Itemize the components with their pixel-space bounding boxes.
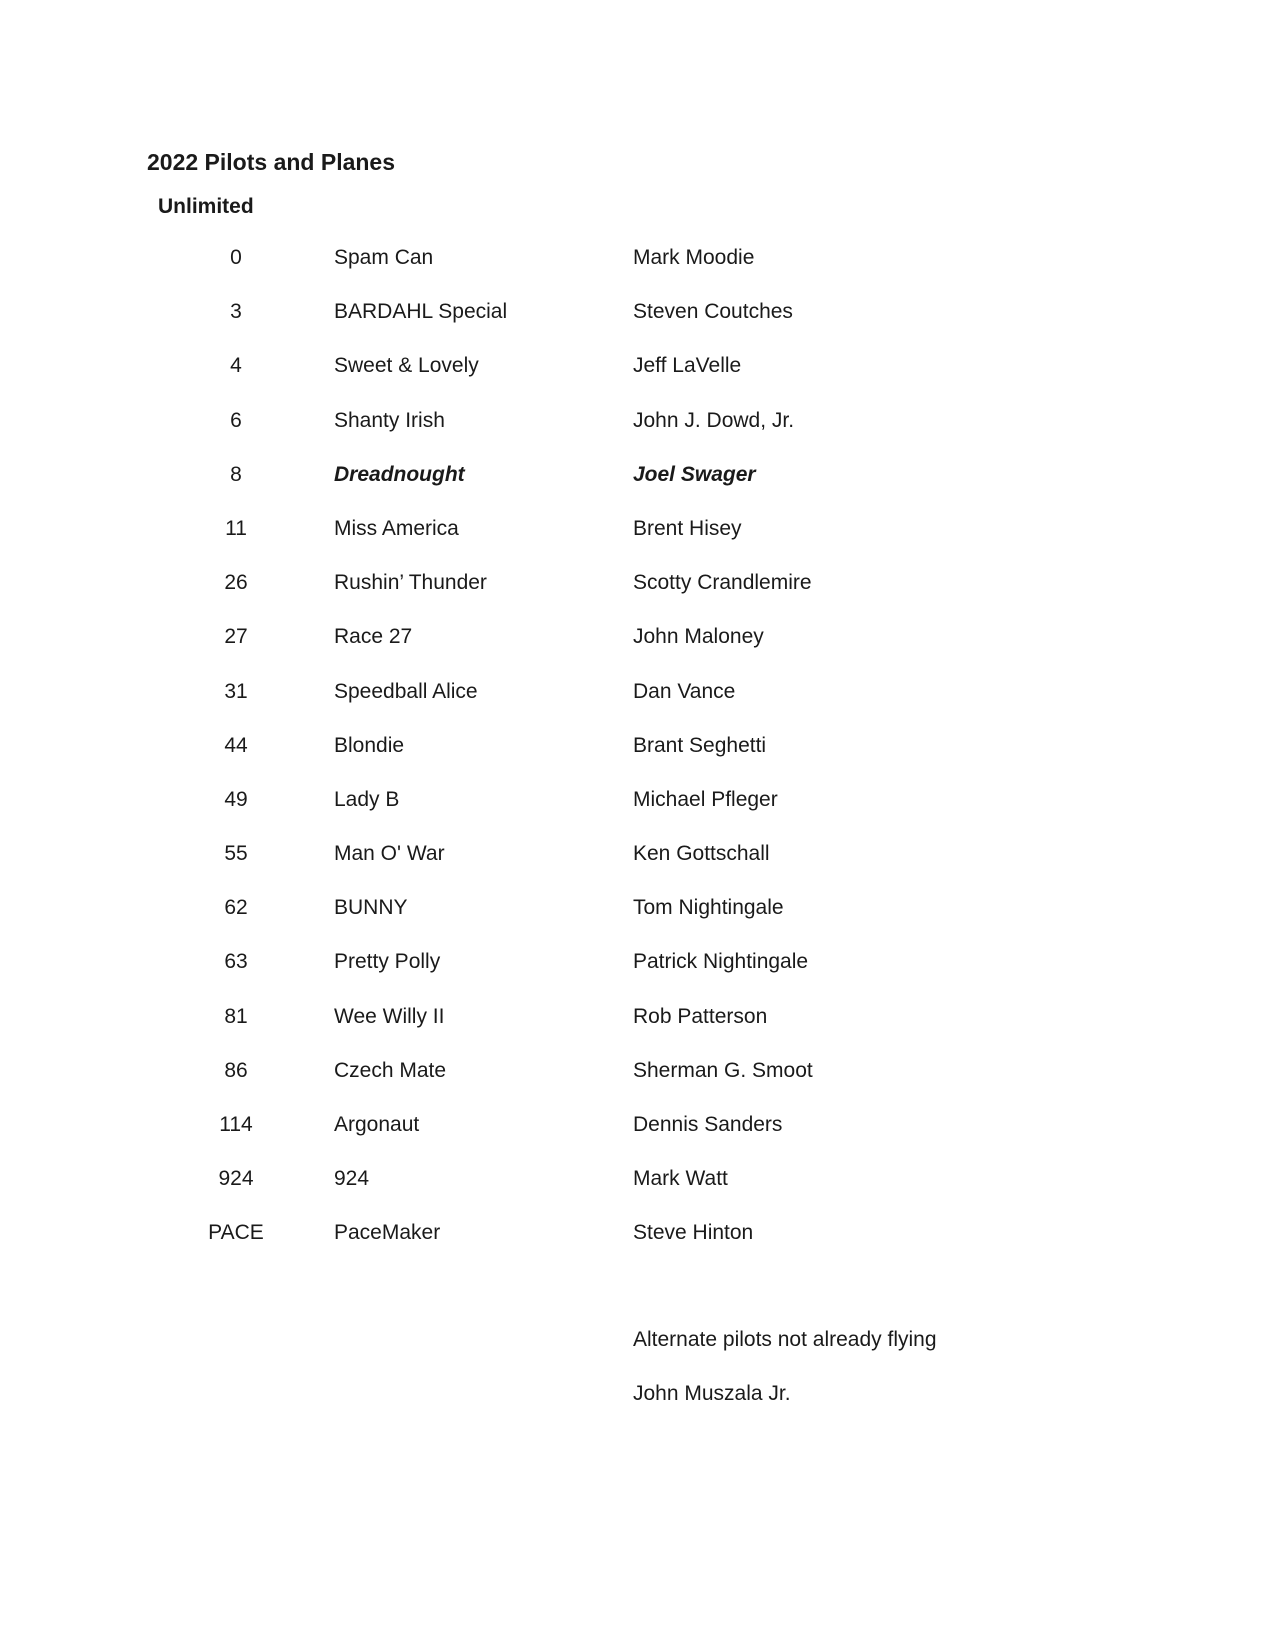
plane-name: Speedball Alice [334,679,478,703]
pilot-name: Steven Coutches [633,300,793,324]
plane-name: Argonaut [334,1113,420,1136]
list-item [0,840,1265,894]
list-item [0,352,1265,406]
pilot-name: Dan Vance [633,679,736,703]
plane-name: Man O' War [334,842,445,866]
race-number: 26 [224,571,248,595]
list-item [0,244,1265,298]
pilot-name: John Maloney [633,625,764,649]
plane-name: Czech Mate [334,1058,447,1082]
list-item [0,623,1265,677]
list-item [0,515,1265,569]
race-number: 114 [219,1113,253,1136]
race-number: 55 [224,842,248,866]
pilot-name: Brent Hisey [633,516,742,540]
alternate-pilot: John Muszala Jr. [633,1382,791,1405]
alternates-heading: Alternate pilots not already flying [633,1328,937,1351]
plane-name: Race 27 [334,625,413,649]
pilot-name: Mark Watt [633,1167,728,1191]
plane-name: Sweet & Lovely [334,354,479,378]
pilot-name: Scotty Crandlemire [633,571,812,595]
pilot-name: Rob Patterson [633,1004,768,1028]
list-item [0,894,1265,948]
plane-name: PaceMaker [334,1221,441,1245]
pilot-name: John J. Dowd, Jr. [633,408,795,432]
race-number: 0 [230,246,242,269]
plane-name: Lady B [334,787,400,811]
pilot-name: Mark Moodie [633,246,755,269]
list-item [0,786,1265,840]
race-number: 44 [224,733,248,757]
pilot-name: Ken Gottschall [633,842,770,866]
race-number: 6 [230,408,242,432]
plane-name: BUNNY [334,896,408,920]
race-number: 924 [218,1167,254,1191]
list-item [0,678,1265,732]
plane-name: 924 [334,1167,370,1191]
plane-name: Pretty Polly [334,950,441,974]
pilot-name: Michael Pfleger [633,787,778,811]
plane-name: Shanty Irish [334,408,445,432]
pilot-name: Sherman G. Smoot [633,1058,813,1082]
list-item [0,1219,1265,1273]
race-number: 3 [230,300,242,324]
race-number: 86 [224,1058,248,1082]
race-number: 11 [225,516,247,540]
race-number: 49 [224,787,248,811]
pilot-name: Dennis Sanders [633,1113,783,1136]
plane-name: Blondie [334,733,405,757]
plane-name: Wee Willy II [334,1004,445,1028]
pilot-name: Brant Seghetti [633,733,767,757]
list-item [0,732,1265,786]
race-number: 4 [230,354,242,378]
plane-name: BARDAHL Special [334,300,508,324]
race-number: 63 [224,950,248,974]
race-number: 31 [224,679,248,703]
plane-name: Miss America [334,516,459,540]
plane-name: Rushin’ Thunder [334,571,487,595]
race-number: 27 [224,625,248,649]
list-item [0,298,1265,352]
entries-list [0,244,1265,1274]
list-item [0,407,1265,461]
race-number: 62 [224,896,248,920]
race-number: PACE [208,1221,264,1245]
list-item [0,1003,1265,1057]
plane-name: Spam Can [334,246,434,269]
list-item [0,569,1265,623]
pilot-name: Patrick Nightingale [633,950,809,974]
page-title: 2022 Pilots and Planes [147,149,396,175]
list-item [0,1057,1265,1111]
plane-name: Dreadnought [334,462,465,486]
race-number: 81 [224,1004,248,1028]
list-item [0,1165,1265,1219]
list-item-highlighted [0,461,1265,515]
pilot-name: Steve Hinton [633,1221,754,1245]
list-item [0,1111,1265,1165]
section-title: Unlimited [158,195,254,218]
pilot-name: Joel Swager [633,462,756,486]
list-item [0,948,1265,1002]
race-number: 8 [230,462,242,486]
pilot-name: Jeff LaVelle [633,354,742,378]
pilot-name: Tom Nightingale [633,896,784,920]
